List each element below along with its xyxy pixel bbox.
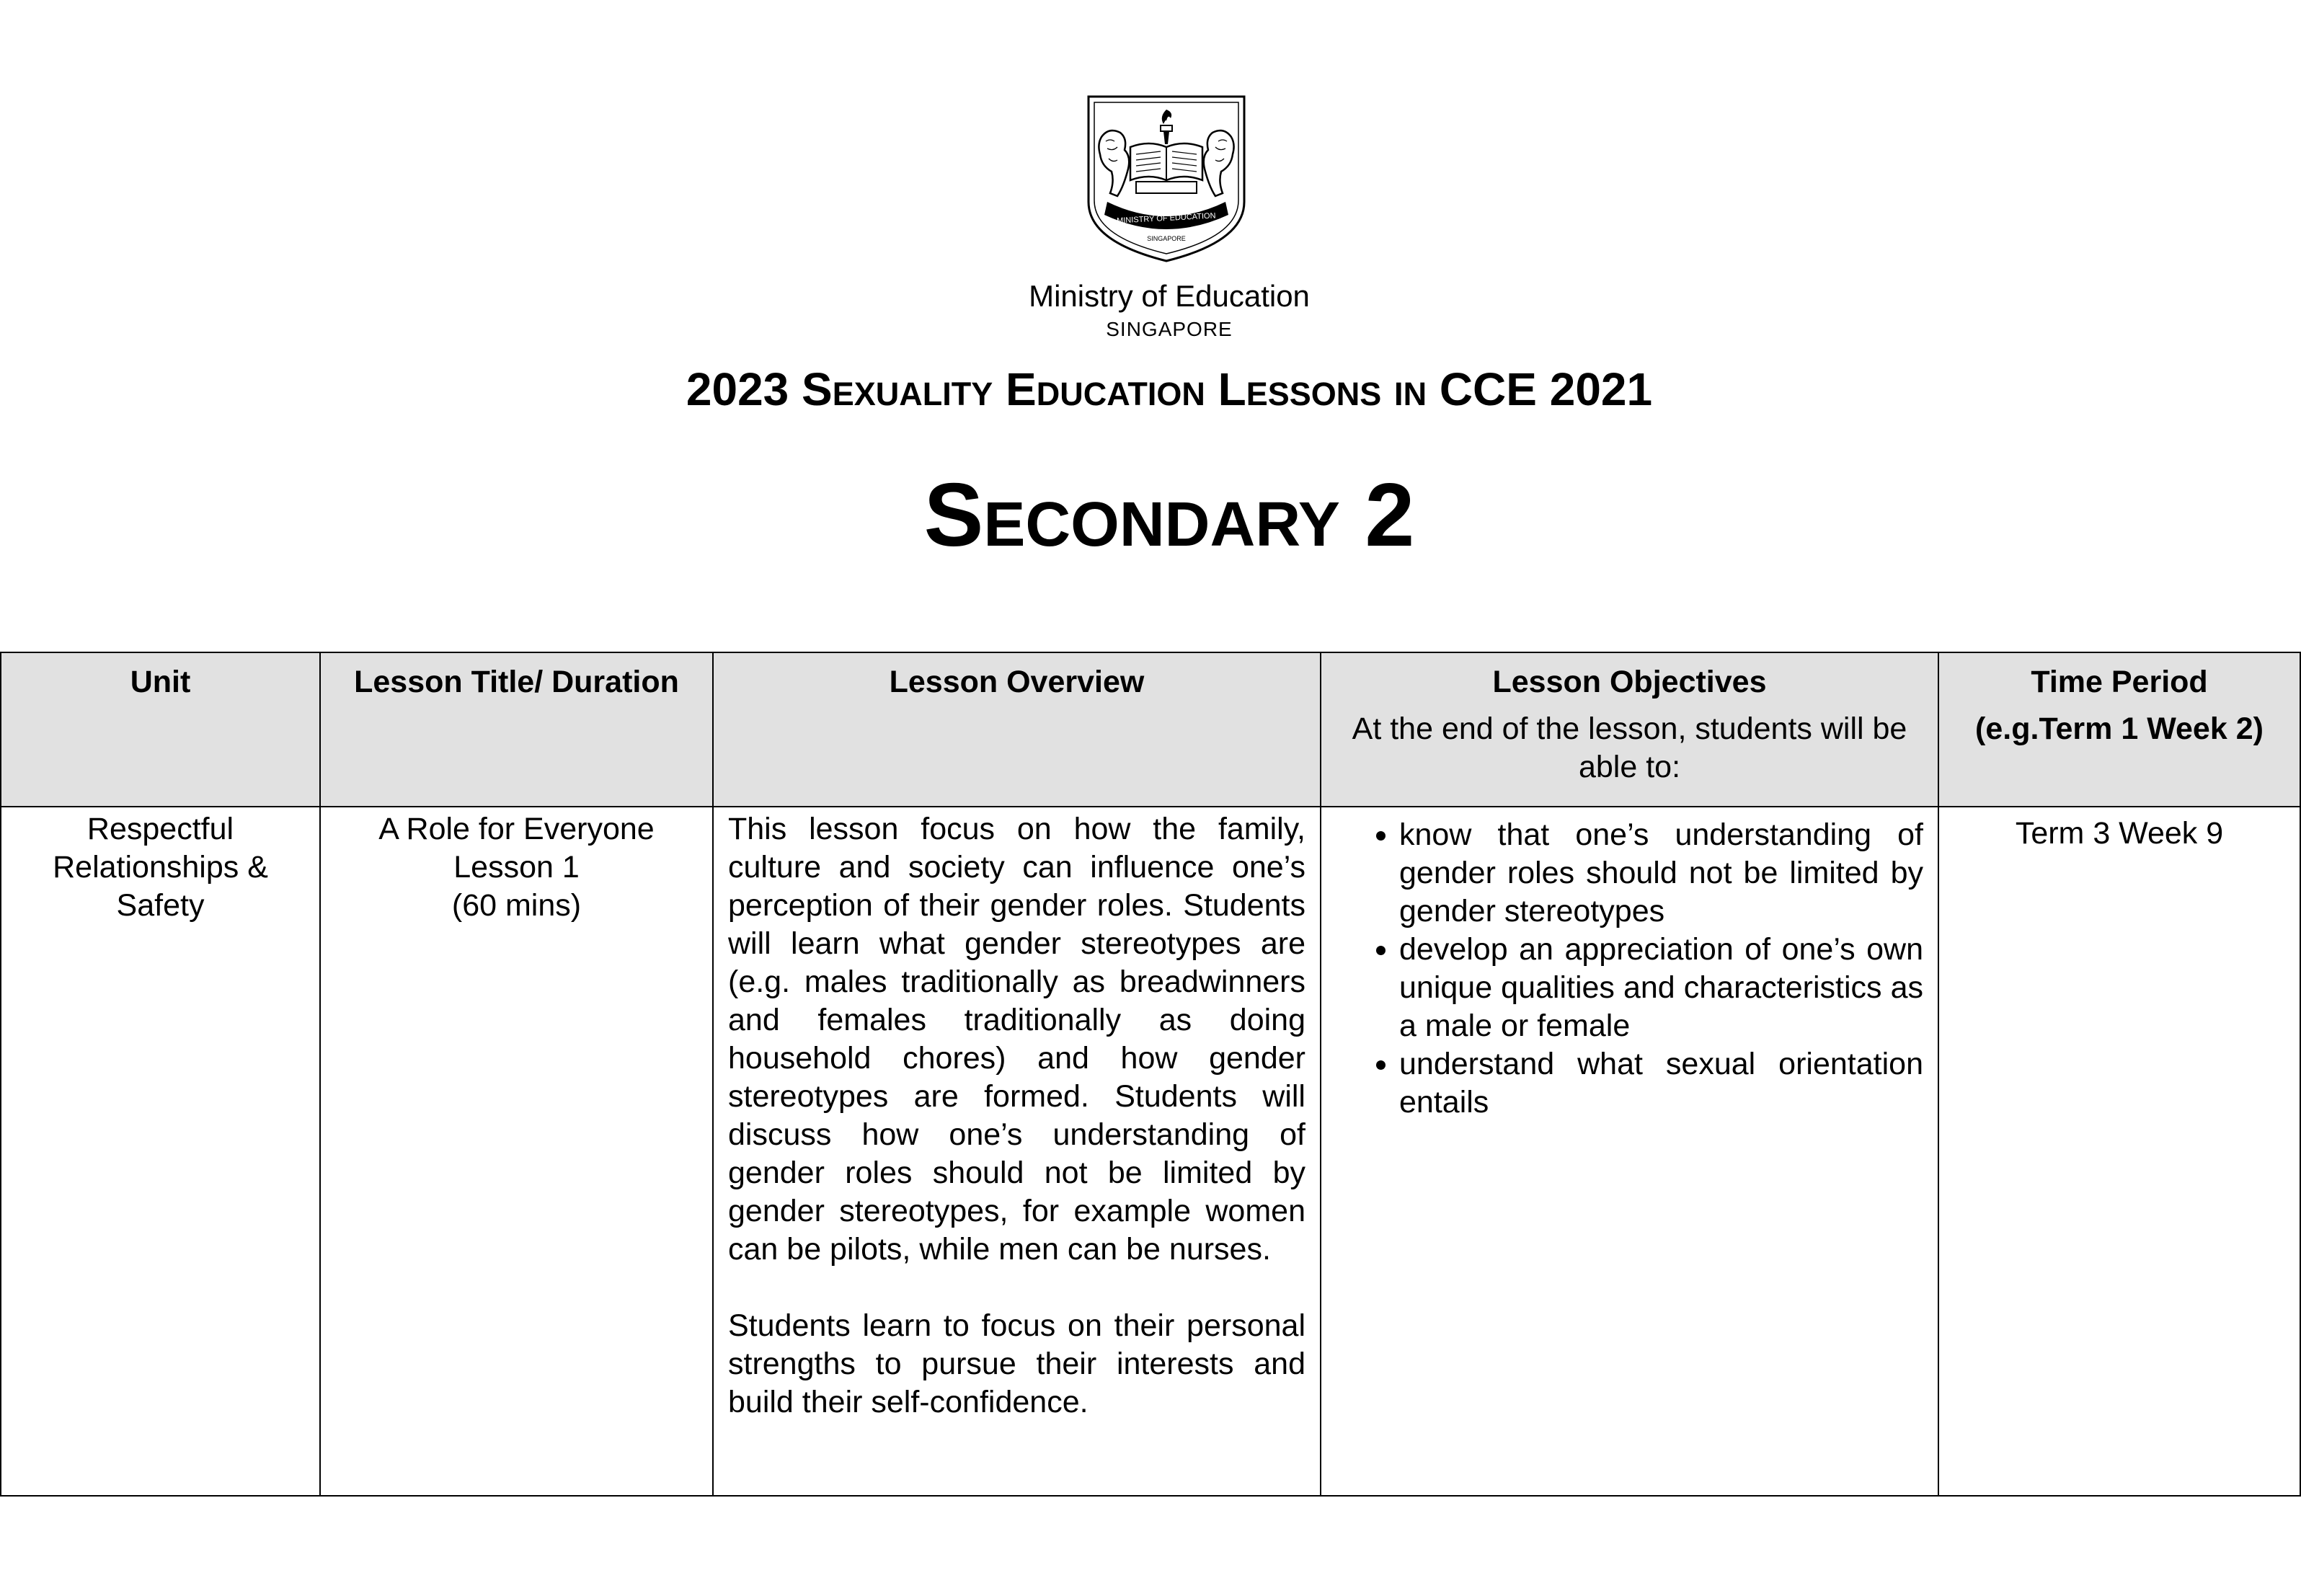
column-header-time-period xyxy=(1938,652,2300,807)
column-header-sublabel: At the end of the lesson, students will be able to: xyxy=(1352,711,1907,784)
objective-item: • know that one’s understanding of gender roles should not be limited by gender stereotypes xyxy=(1399,816,1923,931)
lesson-overview-cell xyxy=(713,807,1321,1496)
objective-item: • understand what sexual orientation entails xyxy=(1399,1045,1923,1122)
document-title: 2023 Sexuality Education Lessons in CCE 2021 xyxy=(686,363,1653,415)
organization-country: SINGAPORE xyxy=(1106,318,1233,340)
crest-ribbon-text: MINISTRY OF EDUCATION xyxy=(1116,211,1216,226)
column-header-lesson-overview xyxy=(713,652,1321,807)
column-header-lesson-title xyxy=(320,652,713,807)
column-header-label: Lesson Title/ Duration xyxy=(354,665,679,699)
lesson-duration: (60 mins) xyxy=(451,888,582,923)
column-header-label: Lesson Objectives xyxy=(1492,665,1767,699)
overview-paragraph: This lesson focus on how the family, culture and society can influence one’s perception of their gender roles. Students will learn what gender stereotypes are (e.g. males traditionally as breadwinners and females traditionally as doing household chores) and how gender stereotypes are formed. Students will discuss how one’s understanding of gender roles should not be limited by gender stereotypes, for example women can be pilots, while men can be nurses. xyxy=(728,812,1305,1267)
column-header-label: Lesson Overview xyxy=(889,665,1145,699)
overview-paragraph: Students learn to focus on their personal strengths to pursue their interests and build their self-confidence. xyxy=(728,1308,1305,1419)
column-header-label: Unit xyxy=(130,665,191,699)
lesson-title-cell xyxy=(320,807,713,1496)
lesson-objectives-cell xyxy=(1321,807,1938,1496)
objectives-list xyxy=(1336,816,1923,1122)
organization-name: Ministry of Education xyxy=(1029,279,1310,313)
column-header-unit xyxy=(1,652,320,807)
lesson-title: A Role for Everyone xyxy=(378,812,655,846)
column-header-sublabel: (e.g.Term 1 Week 2) xyxy=(1975,711,2264,746)
moe-crest-logo xyxy=(1086,94,1247,264)
column-header-label: Time Period xyxy=(2031,665,2208,699)
crest-ribbon-subtext: SINGAPORE xyxy=(1147,235,1186,242)
objective-item: • develop an appreciation of one’s own unique qualities and characteristics as a male or female xyxy=(1399,931,1923,1045)
table-row xyxy=(1,807,2300,1496)
table-header-row xyxy=(1,652,2300,807)
level-title: Secondary 2 xyxy=(923,466,1415,565)
lesson-number: Lesson 1 xyxy=(453,850,580,885)
lessons-table xyxy=(0,652,2301,1497)
column-header-lesson-objectives xyxy=(1321,652,1938,807)
time-period-cell: Term 3 Week 9 xyxy=(1938,807,2300,1496)
unit-cell: Respectful Relationships & Safety xyxy=(1,807,320,1496)
